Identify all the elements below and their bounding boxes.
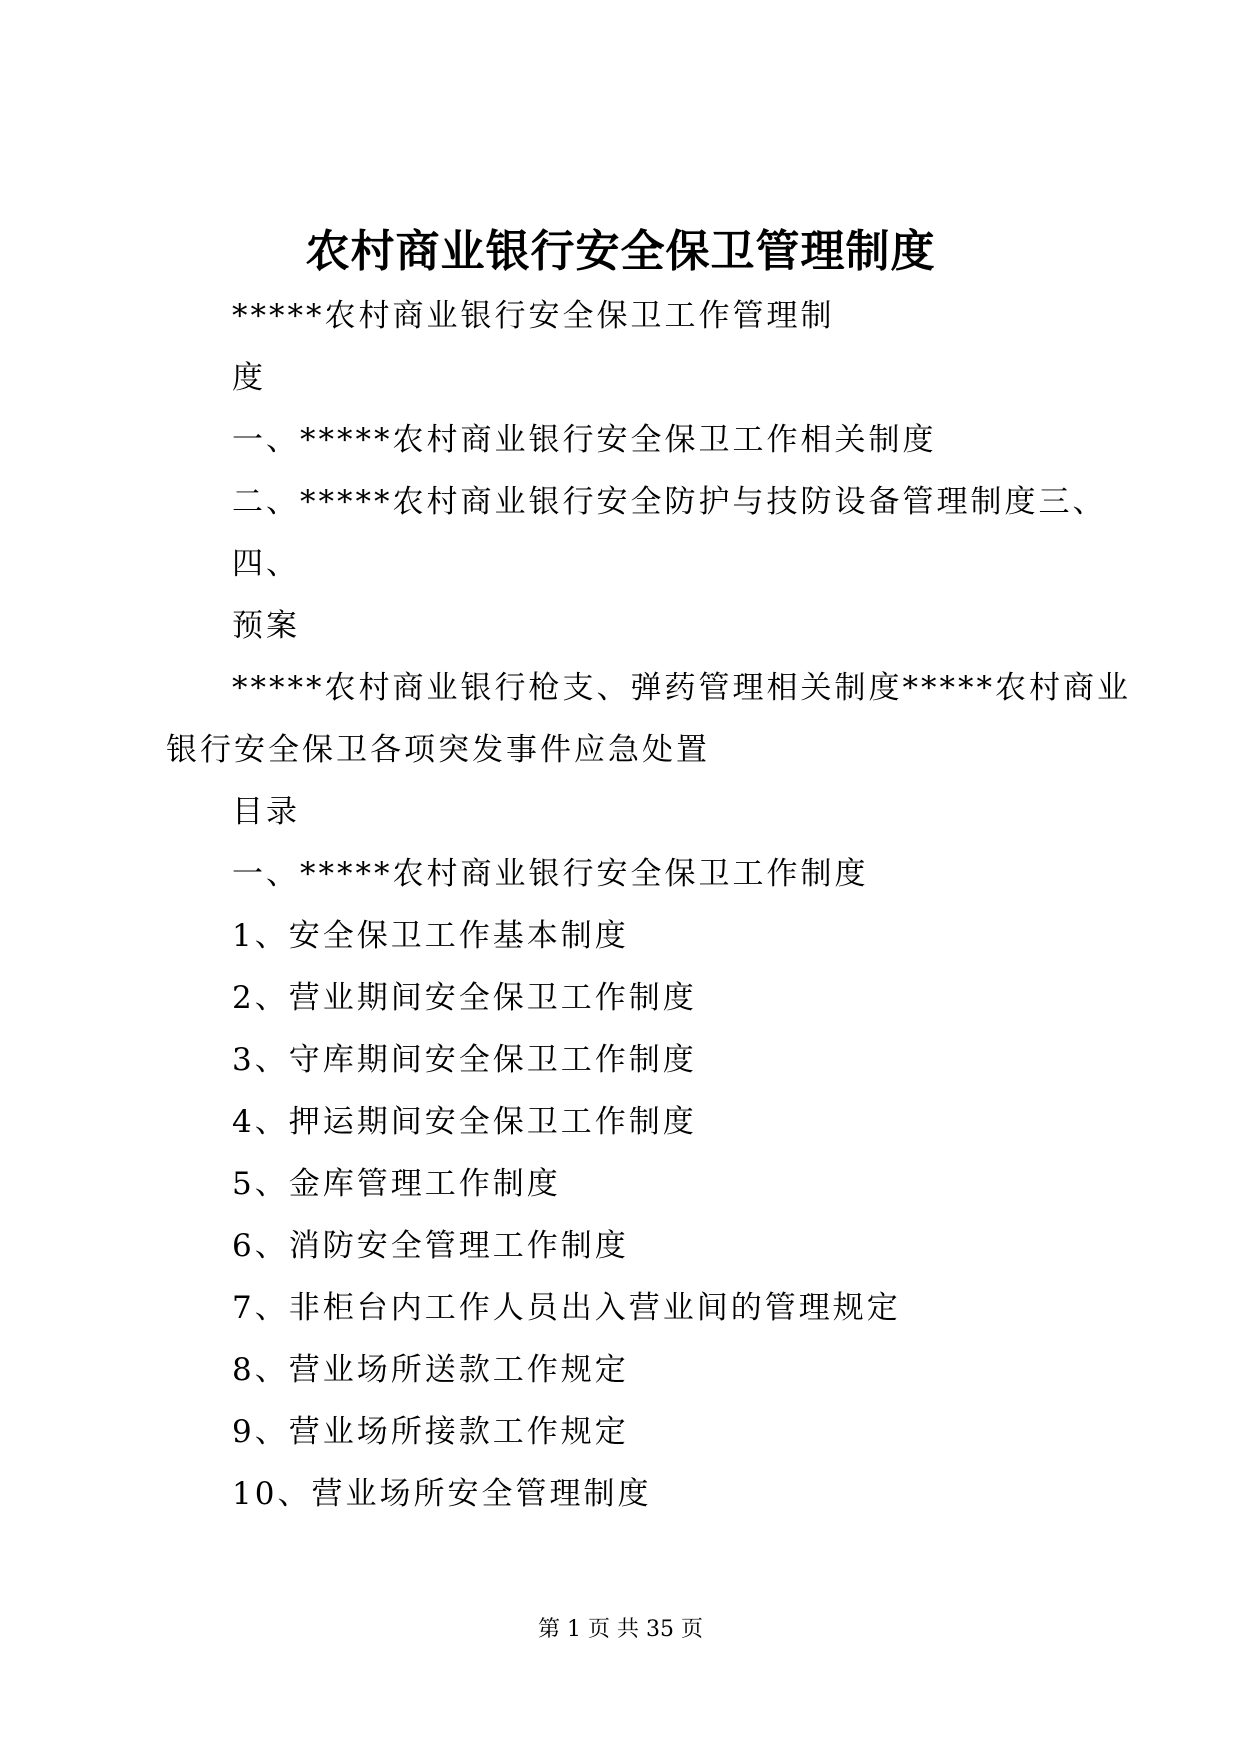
body-line-1: *****农村商业银行安全保卫工作管理制 xyxy=(232,298,835,334)
toc-item-4: 4、押运期间安全保卫工作制度 xyxy=(232,1104,697,1140)
toc-item-9: 9、营业场所接款工作规定 xyxy=(232,1414,629,1450)
body-line-2: 度 xyxy=(232,360,266,396)
toc-item-5: 5、金库管理工作制度 xyxy=(232,1166,561,1202)
body-line-8: 银行安全保卫各项突发事件应急处置 xyxy=(166,732,710,768)
toc-section-1: 一、*****农村商业银行安全保卫工作制度 xyxy=(232,856,869,892)
body-line-4: 二、*****农村商业银行安全防护与技防设备管理制度三、 xyxy=(232,484,1107,520)
document-title: 农村商业银行安全保卫管理制度 xyxy=(305,226,936,277)
body-line-6: 预案 xyxy=(232,608,300,644)
toc-item-6: 6、消防安全管理工作制度 xyxy=(232,1228,629,1264)
toc-item-1: 1、安全保卫工作基本制度 xyxy=(232,918,629,954)
body-line-3: 一、*****农村商业银行安全保卫工作相关制度 xyxy=(232,422,937,458)
body-line-5: 四、 xyxy=(232,546,300,582)
page-footer: 第 1 页 共 35 页 xyxy=(538,1617,703,1642)
body-line-7: *****农村商业银行枪支、弹药管理相关制度*****农村商业 xyxy=(232,670,1131,706)
toc-item-8: 8、营业场所送款工作规定 xyxy=(232,1352,629,1388)
toc-item-10: 10、营业场所安全管理制度 xyxy=(232,1476,652,1512)
toc-heading: 目录 xyxy=(232,794,300,830)
toc-item-2: 2、营业期间安全保卫工作制度 xyxy=(232,980,697,1016)
toc-item-3: 3、守库期间安全保卫工作制度 xyxy=(232,1042,697,1078)
toc-item-7: 7、非柜台内工作人员出入营业间的管理规定 xyxy=(232,1290,901,1326)
